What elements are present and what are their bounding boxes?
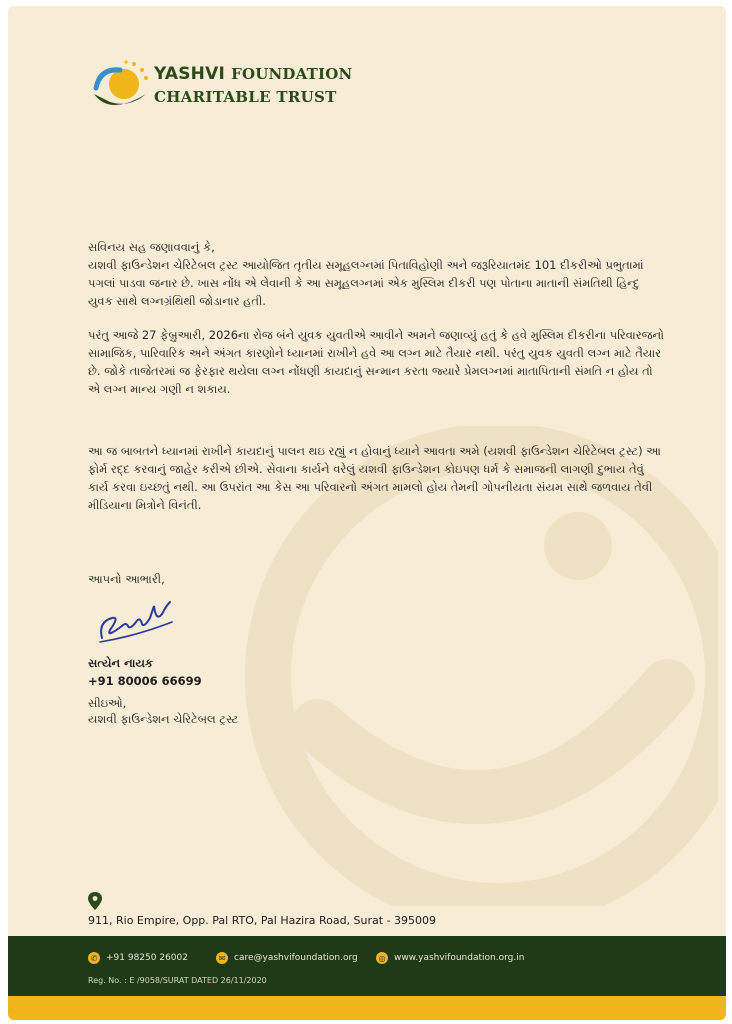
signatory-phone: +91 80006 66699 — [88, 674, 202, 688]
letter-closing: આપનો આભારી, — [88, 572, 165, 586]
email-icon: ✉ — [216, 952, 228, 964]
brand-tagline: CHARITABLE TRUST — [154, 88, 337, 106]
signatory-organization: યશવી ફાઉન્ડેશન ચેરિટેબલ ટ્રસ્ટ — [88, 712, 239, 726]
footer-phone[interactable] — [88, 952, 188, 964]
footer-email[interactable] — [216, 952, 358, 964]
brand-name-suffix: FOUNDATION — [231, 65, 353, 83]
footer-accent-strip — [8, 996, 726, 1020]
location-pin-icon — [88, 892, 102, 910]
phone-icon: ✆ — [88, 952, 100, 964]
letter-paragraph-1: યશવી ફાઉન્ડેશન ચેરિટેબલ ટ્રસ્ટ આયોજિત તૃતીય સમૂહલગ્નમાં પિતાવિહોણી અને જરૂરિયાતમંદ 101 દીકરીઓ પ્રભુતામાં પગલાં પાડવા જનાર છે. ખાસ નોંધ એ લેવાની કે આ સમૂહલગ્નમાં એક મુસ્લિમ દીકરી પણ પોતાના માતાની સંમતિથી હિન્દુ યુવક સાથે લગ્નગ્રંથિથી જોડાનાર હતી. — [88, 258, 644, 308]
registration-number: Reg. No. : E /9058/SURAT DATED 26/11/2020 — [88, 976, 267, 985]
signature-icon — [96, 592, 176, 648]
footer-website-text: www.yashvifoundation.org.in — [394, 953, 525, 963]
footer-bar — [8, 936, 726, 996]
address-text: 911, Rio Empire, Opp. Pal RTO, Pal Hazira Road, Surat - 395009 — [88, 914, 437, 927]
signatory-name: સત્યેન નાયક — [88, 656, 154, 670]
brand-name — [154, 64, 352, 84]
footer-website[interactable] — [376, 952, 524, 964]
letterhead-page — [8, 6, 726, 1020]
footer-email-text: care@yashvifoundation.org — [234, 953, 358, 963]
signatory-title: સીઇઓ, — [88, 696, 127, 710]
letter-paragraph-2: પરંતુ આજે 27 ફેબ્રુઆરી, 2026ના રોજ બંને યુવક યુવતીએ આવીને અમને જણાવ્યું હતું કે હવે મુસ્લિમ દીકરીના પરિવારજનો સામાજિક, પારિવારિક અને અંગત કારણોને ધ્યાનમાં રાખીને હવે આ લગ્ન માટે તૈયાર નથી. પરંતુ યુવક યુવતી લગ્ન માટે તૈયાર છે. જોકે તાજેતરમાં જ ફેરફાર થયેલા લગ્ન નોંધણી કાયદાનું સન્માન કરતા જ્યારે પ્રેમલગ્નમાં માતાપિતાની સંમતિ ન હોય તો એ લગ્ન માન્ય ગણી ન શકાય. — [88, 328, 664, 396]
footer-phone-text: +91 98250 26002 — [106, 953, 188, 963]
brand-name-primary: YASHVI — [154, 64, 225, 84]
yashvi-logo-icon — [90, 58, 152, 118]
letter-paragraph-3: આ જ બાબતને ધ્યાનમાં રાખીને કાયદાનું પાલન થઇ રહ્યું ન હોવાનું ધ્યાને આવતા અમે (યશવી ફાઉન્ડેશન ચેરિટેબલ ટ્રસ્ટ) આ ફોર્મ રદ્દ કરવાનું જાહેર કરીએ છીએ. સેવાના કાર્યને વરેલું યશવી ફાઉન્ડેશન કોઇપણ ધર્મ કે સમાજની લાગણી દુભાય તેવું કાર્ય કરવા ઇચ્છતું નથી. આ ઉપરાંત આ કેસ આ પરિવારનો અંગત મામલો હોય તેમની ગોપનીયતા સંયમ સાથે જળવાય તેવી મીડિયાના મિત્રોને વિનંતી. — [88, 444, 661, 512]
globe-icon: ◎ — [376, 952, 388, 964]
letter-greeting: સવિનય સહ જણાવવાનું કે, — [88, 240, 215, 254]
